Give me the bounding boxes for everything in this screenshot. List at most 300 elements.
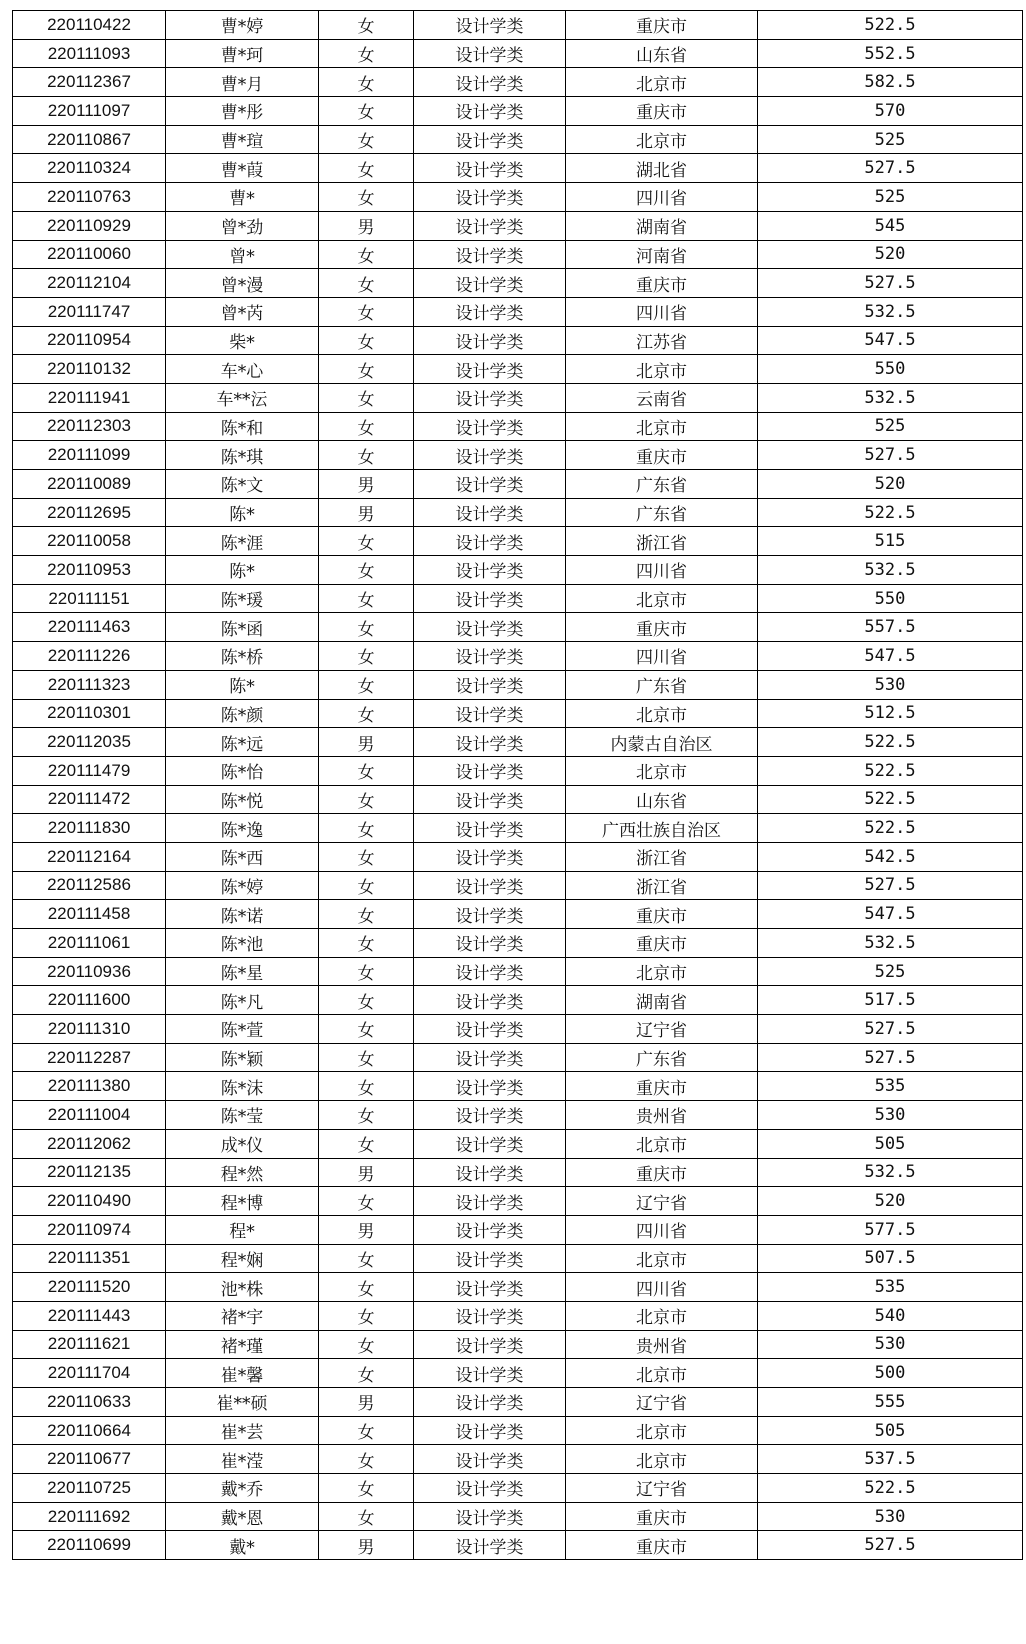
major-cell: 设计学类	[414, 642, 566, 671]
major-cell: 设计学类	[414, 699, 566, 728]
province-cell: 广东省	[566, 1043, 758, 1072]
gender-cell: 女	[319, 355, 414, 384]
table-row	[13, 1072, 1023, 1101]
major-cell: 设计学类	[414, 1531, 566, 1560]
major-cell: 设计学类	[414, 470, 566, 499]
province-cell: 广东省	[566, 498, 758, 527]
score-cell: 555	[758, 1388, 1023, 1417]
gender-cell: 女	[319, 412, 414, 441]
score-cell: 507.5	[758, 1244, 1023, 1273]
student-name-cell: 陈*	[166, 670, 319, 699]
score-cell: 505	[758, 1416, 1023, 1445]
student-name-cell: 陈*星	[166, 957, 319, 986]
gender-cell: 女	[319, 269, 414, 298]
student-name-cell: 陈*琪	[166, 441, 319, 470]
province-cell: 重庆市	[566, 1158, 758, 1187]
student-name-cell: 成*仪	[166, 1129, 319, 1158]
score-cell: 520	[758, 470, 1023, 499]
major-cell: 设计学类	[414, 728, 566, 757]
major-cell: 设计学类	[414, 1445, 566, 1474]
student-id-cell: 220111097	[13, 97, 166, 126]
score-cell: 577.5	[758, 1215, 1023, 1244]
student-name-cell: 曹*婷	[166, 11, 319, 40]
gender-cell: 女	[319, 1043, 414, 1072]
student-name-cell: 陈*和	[166, 412, 319, 441]
gender-cell: 女	[319, 383, 414, 412]
gender-cell: 女	[319, 326, 414, 355]
student-id-cell: 220111443	[13, 1301, 166, 1330]
major-cell: 设计学类	[414, 1015, 566, 1044]
student-name-cell: 曹*月	[166, 68, 319, 97]
student-id-cell: 220111600	[13, 986, 166, 1015]
score-cell: 537.5	[758, 1445, 1023, 1474]
score-cell: 542.5	[758, 842, 1023, 871]
student-id-cell: 220111479	[13, 756, 166, 785]
table-row	[13, 183, 1023, 212]
major-cell: 设计学类	[414, 527, 566, 556]
student-name-cell: 陈*西	[166, 842, 319, 871]
student-id-cell: 220111151	[13, 584, 166, 613]
table-row	[13, 642, 1023, 671]
major-cell: 设计学类	[414, 498, 566, 527]
score-cell: 540	[758, 1301, 1023, 1330]
student-name-cell: 曹*葭	[166, 154, 319, 183]
student-id-cell: 220112367	[13, 68, 166, 97]
major-cell: 设计学类	[414, 297, 566, 326]
major-cell: 设计学类	[414, 1129, 566, 1158]
student-id-cell: 220112164	[13, 842, 166, 871]
table-row	[13, 383, 1023, 412]
score-cell: 522.5	[758, 1474, 1023, 1503]
province-cell: 北京市	[566, 1445, 758, 1474]
table-row	[13, 957, 1023, 986]
gender-cell: 女	[319, 39, 414, 68]
student-id-cell: 220110633	[13, 1388, 166, 1417]
major-cell: 设计学类	[414, 39, 566, 68]
province-cell: 山东省	[566, 39, 758, 68]
major-cell: 设计学类	[414, 1158, 566, 1187]
student-name-cell: 陈*	[166, 498, 319, 527]
province-cell: 内蒙古自治区	[566, 728, 758, 757]
table-row	[13, 1215, 1023, 1244]
table-row	[13, 1015, 1023, 1044]
score-cell: 557.5	[758, 613, 1023, 642]
major-cell: 设计学类	[414, 785, 566, 814]
student-id-cell: 220110301	[13, 699, 166, 728]
student-id-cell: 220112586	[13, 871, 166, 900]
major-cell: 设计学类	[414, 240, 566, 269]
student-id-cell: 220110867	[13, 125, 166, 154]
table-row	[13, 470, 1023, 499]
gender-cell: 女	[319, 642, 414, 671]
major-cell: 设计学类	[414, 412, 566, 441]
gender-cell: 女	[319, 11, 414, 40]
gender-cell: 男	[319, 728, 414, 757]
table-row	[13, 1416, 1023, 1445]
gender-cell: 女	[319, 842, 414, 871]
student-name-cell: 戴*	[166, 1531, 319, 1560]
province-cell: 贵州省	[566, 1330, 758, 1359]
table-row	[13, 11, 1023, 40]
gender-cell: 女	[319, 670, 414, 699]
table-row	[13, 326, 1023, 355]
province-cell: 重庆市	[566, 269, 758, 298]
gender-cell: 女	[319, 1301, 414, 1330]
province-cell: 重庆市	[566, 1531, 758, 1560]
gender-cell: 女	[319, 1359, 414, 1388]
student-name-cell: 陈*莹	[166, 1101, 319, 1130]
score-cell: 530	[758, 1101, 1023, 1130]
major-cell: 设计学类	[414, 756, 566, 785]
student-id-cell: 220111093	[13, 39, 166, 68]
gender-cell: 女	[319, 986, 414, 1015]
gender-cell: 女	[319, 441, 414, 470]
gender-cell: 女	[319, 957, 414, 986]
table-row	[13, 1129, 1023, 1158]
major-cell: 设计学类	[414, 900, 566, 929]
province-cell: 湖北省	[566, 154, 758, 183]
major-cell: 设计学类	[414, 269, 566, 298]
table-row	[13, 986, 1023, 1015]
province-cell: 辽宁省	[566, 1388, 758, 1417]
gender-cell: 女	[319, 699, 414, 728]
table-row	[13, 1359, 1023, 1388]
gender-cell: 女	[319, 183, 414, 212]
student-id-cell: 220112695	[13, 498, 166, 527]
province-cell: 辽宁省	[566, 1474, 758, 1503]
table-row	[13, 785, 1023, 814]
score-cell: 527.5	[758, 1043, 1023, 1072]
student-name-cell: 陈*凡	[166, 986, 319, 1015]
province-cell: 浙江省	[566, 842, 758, 871]
table-row	[13, 1330, 1023, 1359]
student-name-cell: 曹*	[166, 183, 319, 212]
table-row	[13, 154, 1023, 183]
student-id-cell: 220111472	[13, 785, 166, 814]
score-cell: 532.5	[758, 929, 1023, 958]
major-cell: 设计学类	[414, 957, 566, 986]
province-cell: 重庆市	[566, 900, 758, 929]
major-cell: 设计学类	[414, 670, 566, 699]
student-id-cell: 220111941	[13, 383, 166, 412]
major-cell: 设计学类	[414, 1215, 566, 1244]
student-id-cell: 220110725	[13, 1474, 166, 1503]
student-name-cell: 陈*瑗	[166, 584, 319, 613]
student-name-cell: 柴*	[166, 326, 319, 355]
score-cell: 545	[758, 211, 1023, 240]
score-cell: 530	[758, 1502, 1023, 1531]
table-row	[13, 527, 1023, 556]
student-name-cell: 崔**硕	[166, 1388, 319, 1417]
score-cell: 527.5	[758, 441, 1023, 470]
major-cell: 设计学类	[414, 1043, 566, 1072]
major-cell: 设计学类	[414, 68, 566, 97]
gender-cell: 女	[319, 1072, 414, 1101]
gender-cell: 男	[319, 1388, 414, 1417]
major-cell: 设计学类	[414, 1273, 566, 1302]
table-row	[13, 355, 1023, 384]
score-cell: 527.5	[758, 154, 1023, 183]
province-cell: 重庆市	[566, 613, 758, 642]
student-name-cell: 陈*涯	[166, 527, 319, 556]
score-cell: 522.5	[758, 498, 1023, 527]
student-id-cell: 220111747	[13, 297, 166, 326]
province-cell: 北京市	[566, 699, 758, 728]
province-cell: 重庆市	[566, 1502, 758, 1531]
table-row	[13, 728, 1023, 757]
score-cell: 505	[758, 1129, 1023, 1158]
student-name-cell: 程*娴	[166, 1244, 319, 1273]
province-cell: 北京市	[566, 1244, 758, 1273]
gender-cell: 女	[319, 527, 414, 556]
province-cell: 北京市	[566, 125, 758, 154]
province-cell: 云南省	[566, 383, 758, 412]
student-name-cell: 车**沄	[166, 383, 319, 412]
score-cell: 522.5	[758, 728, 1023, 757]
student-name-cell: 程*博	[166, 1187, 319, 1216]
student-name-cell: 褚*瑾	[166, 1330, 319, 1359]
student-name-cell: 曹*瑄	[166, 125, 319, 154]
gender-cell: 男	[319, 1531, 414, 1560]
student-name-cell: 池*株	[166, 1273, 319, 1302]
province-cell: 重庆市	[566, 929, 758, 958]
student-name-cell: 程*	[166, 1215, 319, 1244]
table-row	[13, 1301, 1023, 1330]
student-id-cell: 220112062	[13, 1129, 166, 1158]
score-cell: 532.5	[758, 556, 1023, 585]
major-cell: 设计学类	[414, 326, 566, 355]
score-cell: 527.5	[758, 269, 1023, 298]
gender-cell: 女	[319, 1445, 414, 1474]
table-row	[13, 1101, 1023, 1130]
student-id-cell: 220112287	[13, 1043, 166, 1072]
student-name-cell: 曾*劲	[166, 211, 319, 240]
province-cell: 河南省	[566, 240, 758, 269]
table-row	[13, 1502, 1023, 1531]
score-cell: 515	[758, 527, 1023, 556]
province-cell: 北京市	[566, 756, 758, 785]
student-id-cell: 220111004	[13, 1101, 166, 1130]
admission-table-body	[13, 11, 1023, 1560]
student-id-cell: 220110490	[13, 1187, 166, 1216]
score-cell: 522.5	[758, 11, 1023, 40]
score-cell: 530	[758, 670, 1023, 699]
province-cell: 北京市	[566, 68, 758, 97]
table-row	[13, 556, 1023, 585]
student-id-cell: 220110677	[13, 1445, 166, 1474]
student-id-cell: 220110954	[13, 326, 166, 355]
student-id-cell: 220110953	[13, 556, 166, 585]
gender-cell: 女	[319, 556, 414, 585]
province-cell: 北京市	[566, 584, 758, 613]
major-cell: 设计学类	[414, 11, 566, 40]
gender-cell: 男	[319, 1215, 414, 1244]
score-cell: 525	[758, 412, 1023, 441]
student-id-cell: 220112104	[13, 269, 166, 298]
student-name-cell: 曹*彤	[166, 97, 319, 126]
student-name-cell: 陈*萱	[166, 1015, 319, 1044]
gender-cell: 女	[319, 1416, 414, 1445]
score-cell: 535	[758, 1273, 1023, 1302]
student-id-cell: 220110089	[13, 470, 166, 499]
score-cell: 525	[758, 957, 1023, 986]
province-cell: 贵州省	[566, 1101, 758, 1130]
major-cell: 设计学类	[414, 842, 566, 871]
student-name-cell: 陈*函	[166, 613, 319, 642]
student-name-cell: 陈*	[166, 556, 319, 585]
student-id-cell: 220112035	[13, 728, 166, 757]
province-cell: 北京市	[566, 1129, 758, 1158]
student-id-cell: 220111310	[13, 1015, 166, 1044]
student-name-cell: 陈*桥	[166, 642, 319, 671]
province-cell: 重庆市	[566, 441, 758, 470]
table-row	[13, 1531, 1023, 1560]
gender-cell: 女	[319, 814, 414, 843]
province-cell: 山东省	[566, 785, 758, 814]
gender-cell: 女	[319, 756, 414, 785]
student-name-cell: 曾*芮	[166, 297, 319, 326]
province-cell: 辽宁省	[566, 1187, 758, 1216]
province-cell: 重庆市	[566, 97, 758, 126]
score-cell: 500	[758, 1359, 1023, 1388]
table-row	[13, 97, 1023, 126]
province-cell: 广西壮族自治区	[566, 814, 758, 843]
score-cell: 525	[758, 183, 1023, 212]
table-row	[13, 814, 1023, 843]
student-id-cell: 220111692	[13, 1502, 166, 1531]
table-row	[13, 613, 1023, 642]
student-id-cell: 220112135	[13, 1158, 166, 1187]
major-cell: 设计学类	[414, 1416, 566, 1445]
province-cell: 四川省	[566, 642, 758, 671]
gender-cell: 女	[319, 154, 414, 183]
table-row	[13, 1043, 1023, 1072]
major-cell: 设计学类	[414, 613, 566, 642]
score-cell: 520	[758, 1187, 1023, 1216]
score-cell: 522.5	[758, 756, 1023, 785]
student-name-cell: 陈*逸	[166, 814, 319, 843]
score-cell: 550	[758, 355, 1023, 384]
student-name-cell: 陈*沫	[166, 1072, 319, 1101]
major-cell: 设计学类	[414, 1301, 566, 1330]
score-cell: 547.5	[758, 642, 1023, 671]
gender-cell: 女	[319, 1101, 414, 1130]
student-name-cell: 崔*芸	[166, 1416, 319, 1445]
major-cell: 设计学类	[414, 1101, 566, 1130]
score-cell: 527.5	[758, 1531, 1023, 1560]
table-row	[13, 929, 1023, 958]
admission-list-sheet	[12, 10, 1022, 1560]
gender-cell: 男	[319, 1158, 414, 1187]
score-cell: 552.5	[758, 39, 1023, 68]
table-row	[13, 1445, 1023, 1474]
student-id-cell: 220110060	[13, 240, 166, 269]
score-cell: 517.5	[758, 986, 1023, 1015]
student-name-cell: 褚*宇	[166, 1301, 319, 1330]
major-cell: 设计学类	[414, 441, 566, 470]
gender-cell: 女	[319, 1474, 414, 1503]
major-cell: 设计学类	[414, 1502, 566, 1531]
province-cell: 江苏省	[566, 326, 758, 355]
student-id-cell: 220110763	[13, 183, 166, 212]
student-name-cell: 曹*珂	[166, 39, 319, 68]
table-row	[13, 1187, 1023, 1216]
table-row	[13, 1244, 1023, 1273]
student-id-cell: 220111323	[13, 670, 166, 699]
student-name-cell: 陈*悦	[166, 785, 319, 814]
student-name-cell: 陈*文	[166, 470, 319, 499]
student-name-cell: 陈*怡	[166, 756, 319, 785]
table-row	[13, 68, 1023, 97]
student-id-cell: 220110058	[13, 527, 166, 556]
major-cell: 设计学类	[414, 183, 566, 212]
gender-cell: 女	[319, 1187, 414, 1216]
major-cell: 设计学类	[414, 154, 566, 183]
gender-cell: 女	[319, 240, 414, 269]
table-row	[13, 211, 1023, 240]
province-cell: 湖南省	[566, 211, 758, 240]
gender-cell: 女	[319, 900, 414, 929]
table-row	[13, 441, 1023, 470]
major-cell: 设计学类	[414, 1359, 566, 1388]
gender-cell: 女	[319, 1015, 414, 1044]
province-cell: 北京市	[566, 1416, 758, 1445]
admission-table	[12, 10, 1023, 1560]
gender-cell: 女	[319, 929, 414, 958]
table-row	[13, 1474, 1023, 1503]
major-cell: 设计学类	[414, 871, 566, 900]
major-cell: 设计学类	[414, 383, 566, 412]
province-cell: 四川省	[566, 297, 758, 326]
major-cell: 设计学类	[414, 97, 566, 126]
gender-cell: 女	[319, 1502, 414, 1531]
student-id-cell: 220111830	[13, 814, 166, 843]
student-id-cell: 220111380	[13, 1072, 166, 1101]
table-row	[13, 297, 1023, 326]
gender-cell: 女	[319, 1244, 414, 1273]
province-cell: 广东省	[566, 470, 758, 499]
student-id-cell: 220110664	[13, 1416, 166, 1445]
student-id-cell: 220110324	[13, 154, 166, 183]
table-row	[13, 699, 1023, 728]
student-id-cell: 220111226	[13, 642, 166, 671]
student-id-cell: 220111520	[13, 1273, 166, 1302]
score-cell: 535	[758, 1072, 1023, 1101]
score-cell: 512.5	[758, 699, 1023, 728]
student-name-cell: 陈*颜	[166, 699, 319, 728]
table-row	[13, 39, 1023, 68]
province-cell: 北京市	[566, 957, 758, 986]
major-cell: 设计学类	[414, 1388, 566, 1417]
score-cell: 527.5	[758, 871, 1023, 900]
major-cell: 设计学类	[414, 929, 566, 958]
table-row	[13, 269, 1023, 298]
province-cell: 重庆市	[566, 11, 758, 40]
score-cell: 582.5	[758, 68, 1023, 97]
major-cell: 设计学类	[414, 1072, 566, 1101]
province-cell: 四川省	[566, 1273, 758, 1302]
gender-cell: 男	[319, 211, 414, 240]
student-id-cell: 220110132	[13, 355, 166, 384]
table-row	[13, 498, 1023, 527]
student-name-cell: 陈*婷	[166, 871, 319, 900]
major-cell: 设计学类	[414, 986, 566, 1015]
student-id-cell: 220111351	[13, 1244, 166, 1273]
gender-cell: 女	[319, 871, 414, 900]
gender-cell: 女	[319, 97, 414, 126]
gender-cell: 男	[319, 498, 414, 527]
major-cell: 设计学类	[414, 1474, 566, 1503]
